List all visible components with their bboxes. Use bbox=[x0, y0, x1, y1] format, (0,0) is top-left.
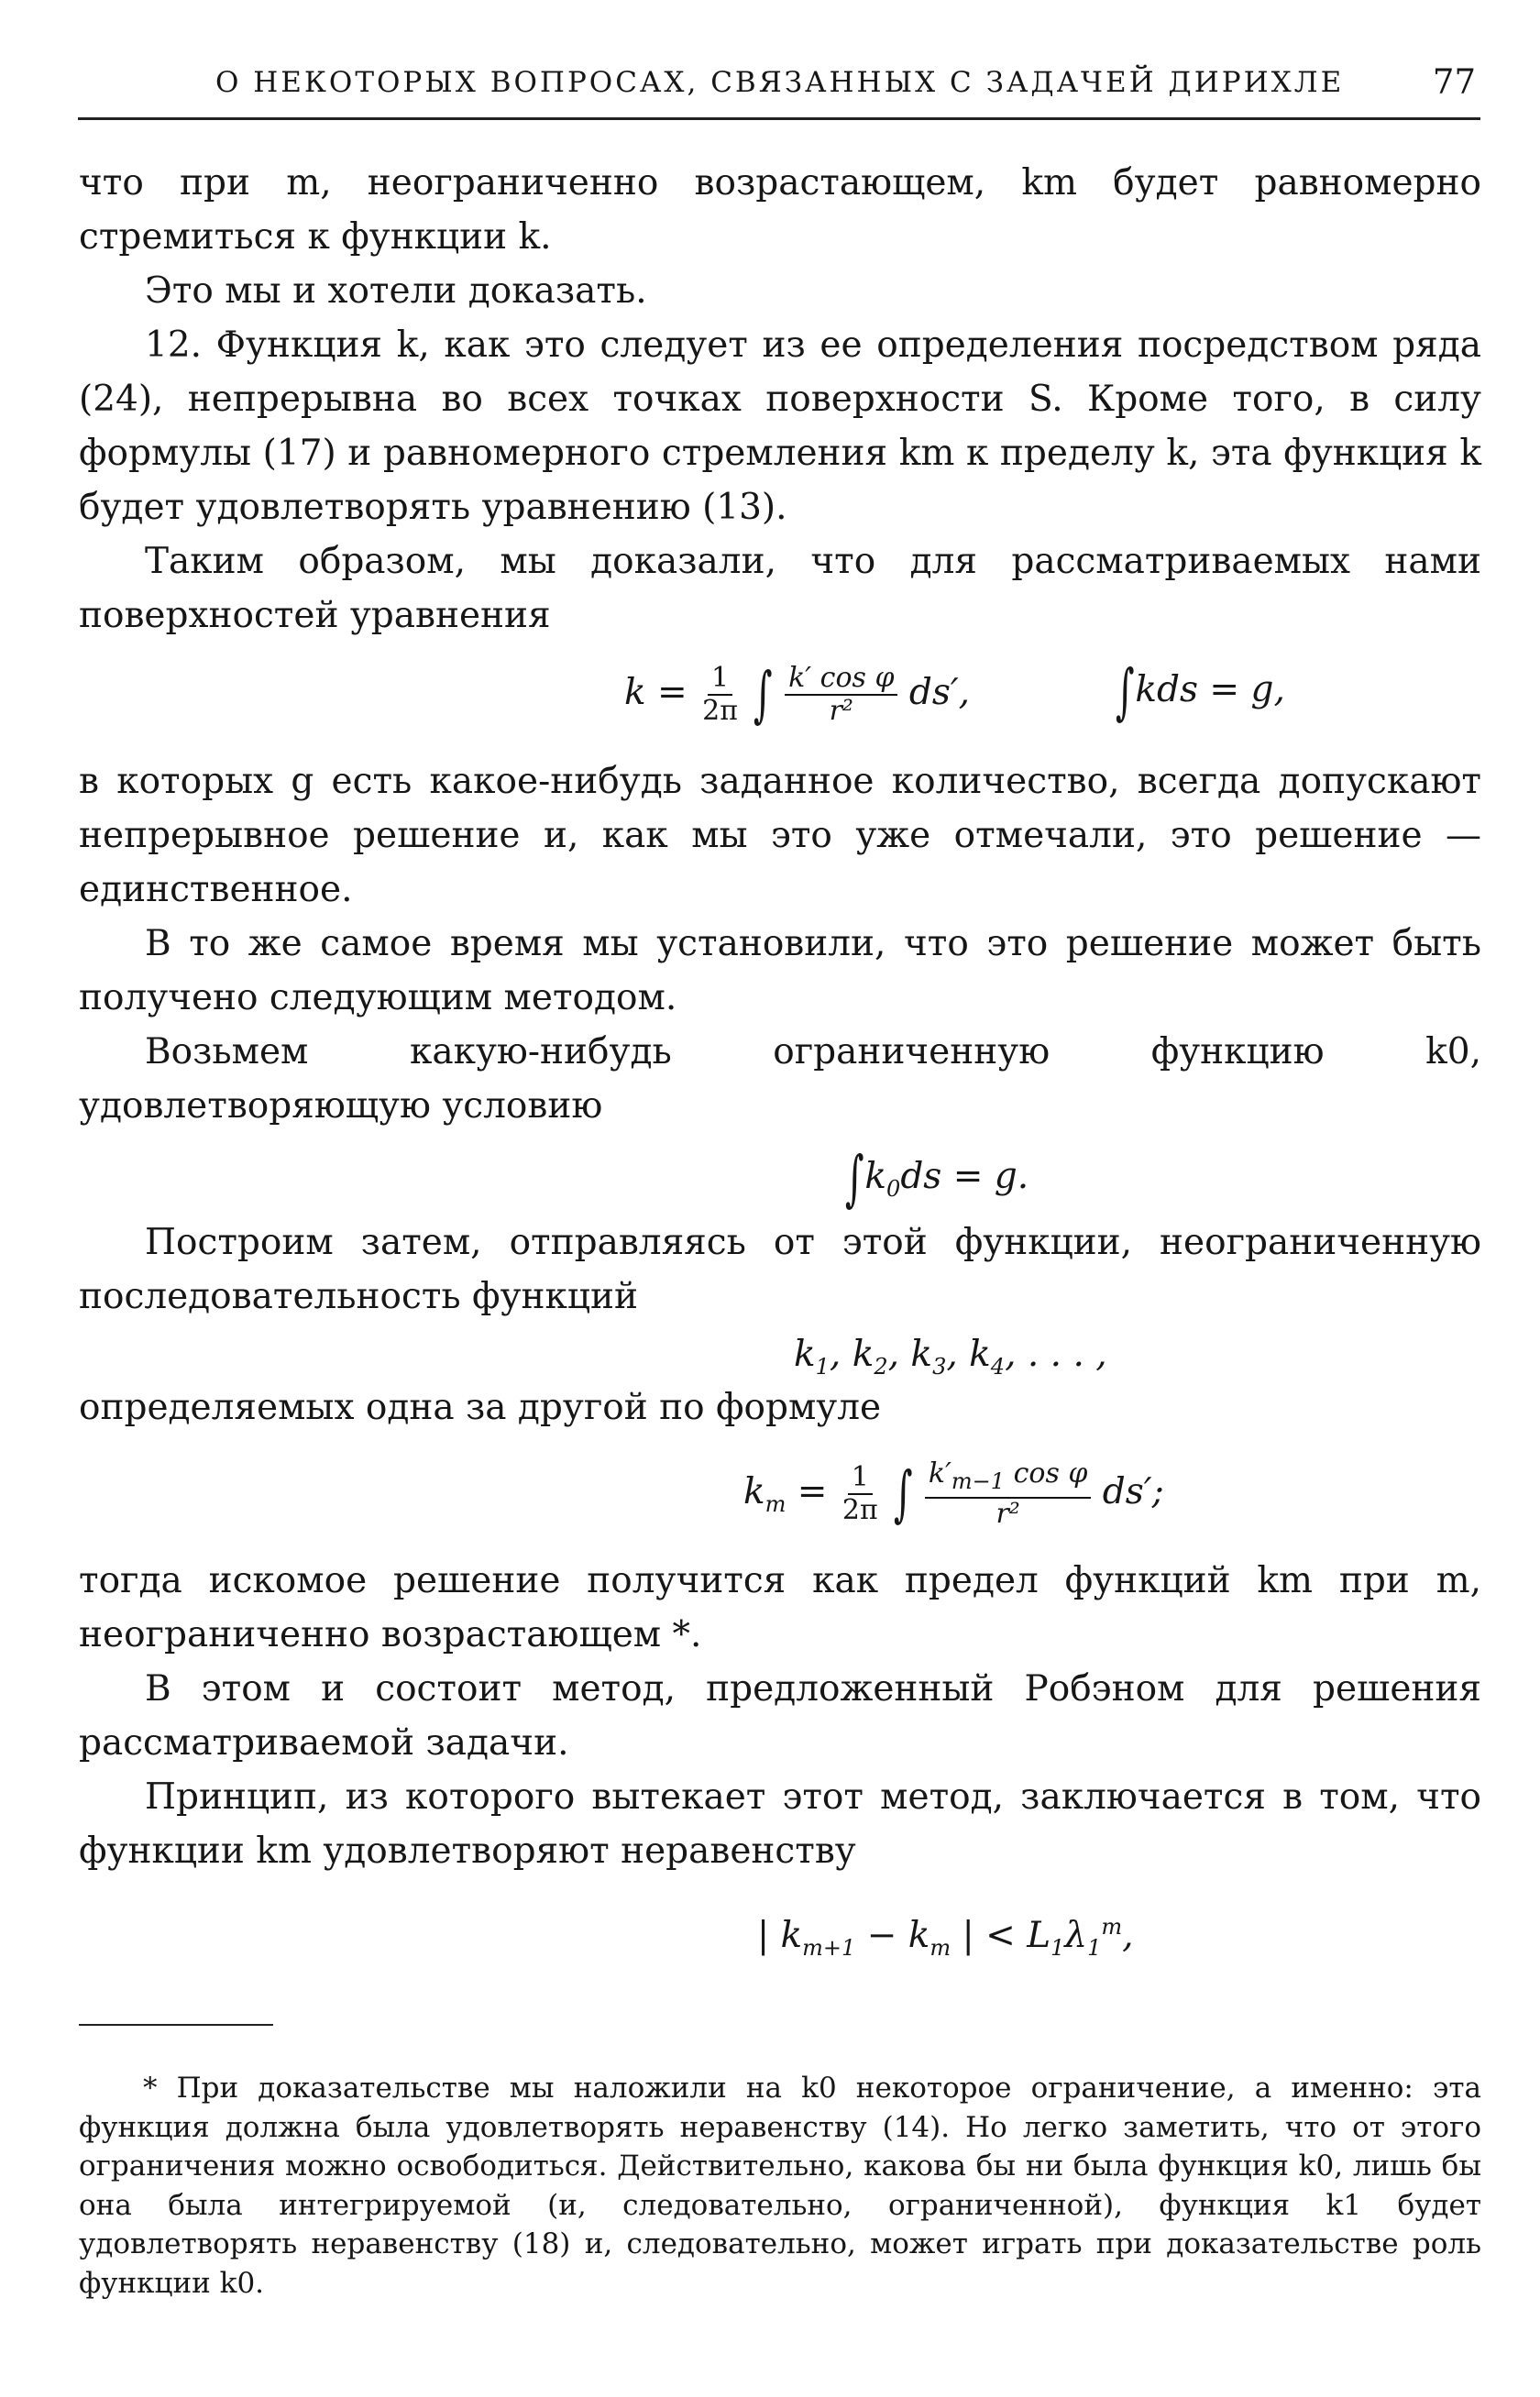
page-number: 77 bbox=[1432, 62, 1476, 102]
paragraph: Построим затем, отправляясь от этой функции, неограниченную последовательность функций bbox=[79, 1222, 1481, 1317]
paragraph: тогда искомое решение получится как предел функций km при m, неограниченно возрастающем *. bbox=[79, 1560, 1481, 1655]
paragraph: что при m, неограниченно возрастающем, km будет равномерно стремиться к функции k. bbox=[79, 162, 1481, 258]
paragraph: В этом и состоит метод, предложенный Робэном для решения рассматриваемой задачи. bbox=[79, 1668, 1481, 1764]
paragraph: В то же самое время мы установили, что это решение может быть получено следующим методом. bbox=[79, 923, 1481, 1018]
footnote-separator bbox=[79, 2024, 273, 2026]
paragraph: определяемых одна за другой по формуле bbox=[79, 1387, 882, 1428]
formula-text bbox=[276, 1878, 288, 1932]
footnote: * При доказательстве мы наложили на k0 некоторое ограничение, а именно: эта функция должна была удовлетворять неравенству (14). Но легко заметить, что от этого ограничения можно освободиться. Действительно, какова бы ни была функция k0, лишь бы она была интегрируемой (и, следовательно, ограниченной), функция k1 будет удовлетворять неравенству (18) и, следовательно, может играть при доказательстве роль функции k0. bbox=[79, 2072, 1481, 2300]
running-header bbox=[78, 64, 1480, 120]
paragraph: 12. Функция k, как это следует из ее определения посредством ряда (24), непрерывна во всех точках поверхности S. Кроме того, в силу формулы (17) и равномерного стремления km к пределу k, эта функция k будет удовлетворять уравнению (13). bbox=[79, 324, 1481, 528]
formula: $k_m$ = $\frac{1}{2\pi}$ ∫ $\frac{k'_{m-1} \cos \varphi}{\text{r²}}$ ds′; bbox=[276, 1435, 1284, 1554]
formula: k = $\frac{1}{2\pi}$ ∫ $\frac{\text{k′ cos φ}}{\text{r²}}$ ds′, ∫kds = g, bbox=[276, 643, 1284, 754]
paragraph: Таким образом, мы доказали, что для рассматриваемых нами поверхностей уравнения bbox=[79, 541, 1481, 636]
formula-text bbox=[276, 1324, 285, 1378]
formula: | $k_{m+1} - k_m$ | < $L_1\lambda_1^m$, bbox=[276, 1878, 1284, 1970]
formula-text bbox=[276, 1133, 281, 1187]
main-text bbox=[79, 156, 1481, 1970]
formula-text bbox=[276, 1435, 292, 1489]
paragraph: в которых g есть какое-нибудь заданное количество, всегда допускают непрерывное решение и, как мы это уже отмечали, это решение — единственное. bbox=[79, 761, 1481, 910]
paragraph: Возьмем какую-нибудь ограниченную функцию k0, удовлетворяющую условию bbox=[79, 1031, 1481, 1127]
paragraph: Это мы и хотели доказать. bbox=[145, 270, 647, 312]
paragraph: Принцип, из которого вытекает этот метод, заключается в том, что функции km удовлетворяют неравенству bbox=[79, 1776, 1481, 1872]
formula: $k_1$, $k_2$, $k_3$, $k_4$, . . . , bbox=[276, 1324, 1284, 1380]
running-title: О НЕКОТОРЫХ ВОПРОСАХ, СВЯЗАННЫХ С ЗАДАЧЕЙ ДИРИХЛЕ bbox=[215, 66, 1345, 99]
formula-text bbox=[276, 643, 293, 697]
formula: $\int k_0ds = g$. bbox=[276, 1133, 1284, 1215]
